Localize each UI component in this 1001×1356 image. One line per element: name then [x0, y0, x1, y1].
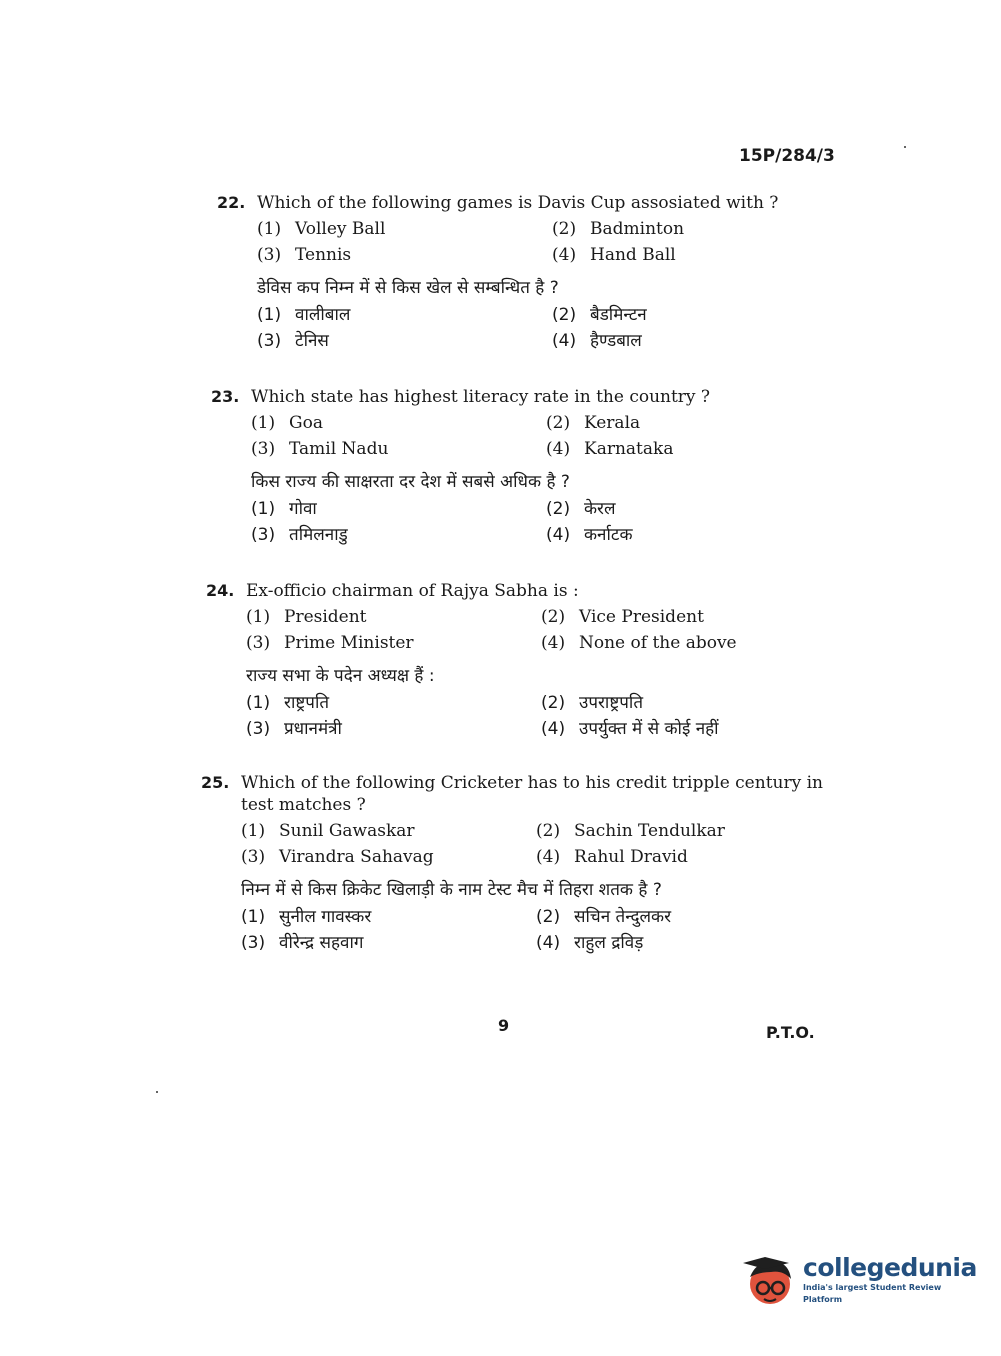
- brand-name: collegedunia: [803, 1253, 977, 1282]
- option-2: (2) Kerala: [546, 413, 641, 433]
- hindi-option-3: (3) वीरेन्द्र सहवाग: [241, 933, 364, 953]
- hindi-question-text: राज्य सभा के पदेन अध्यक्ष हैं :: [246, 666, 435, 686]
- question-text: Which state has highest literacy rate in the country ?: [251, 387, 711, 407]
- english-options: [246, 606, 846, 654]
- option-2: (2) Badminton: [552, 219, 685, 239]
- hindi-question-text: निम्न में से किस क्रिकेट खिलाड़ी के नाम टेस्ट मैच में तिहरा शतक है ?: [241, 880, 662, 900]
- hindi-options: [241, 906, 841, 954]
- option-4: (4) Hand Ball: [552, 245, 676, 265]
- question-line: [201, 772, 841, 816]
- question-number: 24.: [206, 581, 235, 600]
- question-number: 23.: [211, 387, 240, 406]
- english-options: [257, 218, 857, 266]
- question-line: [206, 580, 846, 602]
- option-3: (3) Tamil Nadu: [251, 439, 389, 459]
- hindi-option-1: (1) राष्ट्रपति: [246, 693, 330, 713]
- hindi-option-1: (1) गोवा: [251, 499, 317, 519]
- hindi-options: [251, 498, 851, 546]
- hindi-option-4: (4) हैण्डबाल: [552, 331, 642, 351]
- hindi-option-1: (1) सुनील गावस्कर: [241, 907, 372, 927]
- option-3: (3) Prime Minister: [246, 633, 414, 653]
- question-23: [211, 386, 851, 546]
- question-24: [206, 580, 846, 740]
- hindi-option-4: (4) राहुल द्रविड़: [536, 933, 644, 953]
- option-1: (1) President: [246, 607, 367, 627]
- collegedunia-logo-icon: [743, 1253, 797, 1307]
- scan-speck: [156, 1091, 158, 1093]
- option-1: (1) Sunil Gawaskar: [241, 821, 415, 841]
- hindi-option-2: (2) सचिन तेन्दुलकर: [536, 907, 672, 927]
- brand-text: [803, 1254, 977, 1306]
- option-3: (3) Tennis: [257, 245, 352, 265]
- hindi-option-2: (2) बैडमिन्टन: [552, 305, 647, 325]
- option-4: (4) None of the above: [541, 633, 737, 653]
- option-2: (2) Vice President: [541, 607, 704, 627]
- question-number: 25.: [201, 773, 230, 792]
- hindi-option-3: (3) तमिलनाडु: [251, 525, 348, 545]
- question-25: [201, 772, 841, 954]
- question-number: 22.: [217, 193, 246, 212]
- hindi-option-1: (1) वालीबाल: [257, 305, 351, 325]
- hindi-option-4: (4) कर्नाटक: [546, 525, 633, 545]
- question-22: [217, 192, 857, 352]
- question-line: [211, 386, 851, 408]
- option-2: (2) Sachin Tendulkar: [536, 821, 725, 841]
- option-1: (1) Volley Ball: [257, 219, 386, 239]
- hindi-options: [246, 692, 846, 740]
- hindi-question-text: डेविस कप निम्न में से किस खेल से सम्बन्धित है ?: [257, 278, 559, 298]
- option-1: (1) Goa: [251, 413, 323, 433]
- hindi-options: [257, 304, 857, 352]
- question-line: [217, 192, 857, 214]
- scan-speck: [904, 146, 906, 148]
- paper-code: 15P/284/3: [739, 146, 835, 166]
- pto-label: P.T.O.: [766, 1023, 815, 1042]
- hindi-option-2: (2) केरल: [546, 499, 616, 519]
- question-text: Which of the following games is Davis Cup assosiated with ?: [257, 193, 779, 213]
- option-4: (4) Karnataka: [546, 439, 674, 459]
- hindi-option-4: (4) उपर्युक्त में से कोई नहीं: [541, 719, 719, 739]
- page-number: 9: [498, 1016, 510, 1035]
- question-text: Which of the following Cricketer has to his credit tripple century in test matches ?: [241, 773, 823, 815]
- option-4: (4) Rahul Dravid: [536, 847, 688, 867]
- hindi-option-2: (2) उपराष्ट्रपति: [541, 693, 644, 713]
- english-options: [241, 820, 841, 868]
- brand-tagline: India's largest Student Review Platform: [803, 1283, 942, 1304]
- hindi-option-3: (3) टेनिस: [257, 331, 329, 351]
- hindi-question-text: किस राज्य की साक्षरता दर देश में सबसे अधिक है ?: [251, 472, 570, 492]
- question-text: Ex-officio chairman of Rajya Sabha is :: [246, 581, 579, 601]
- collegedunia-watermark: [743, 1250, 977, 1310]
- hindi-option-3: (3) प्रधानमंत्री: [246, 719, 342, 739]
- english-options: [251, 412, 851, 460]
- option-3: (3) Virandra Sahavag: [241, 847, 434, 867]
